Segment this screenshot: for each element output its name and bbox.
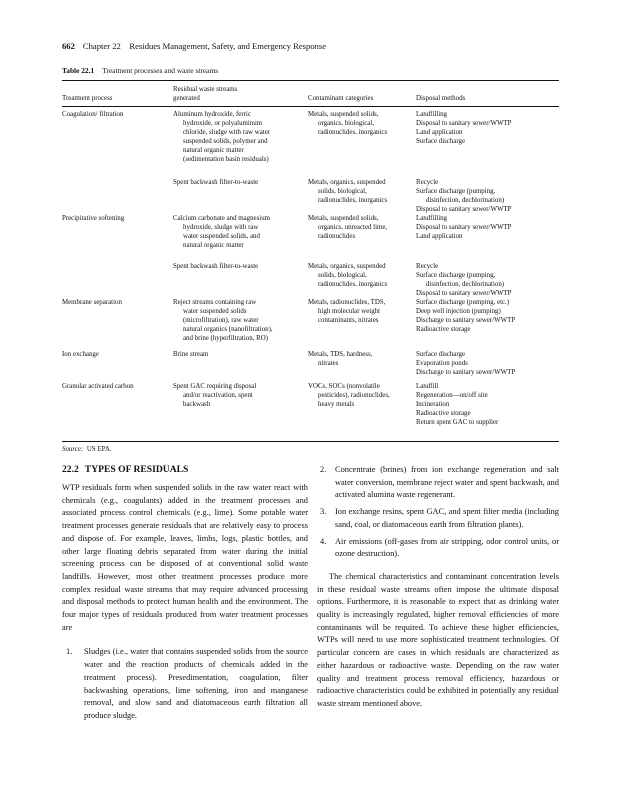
- table-cell-line: Disposal to sanitary sewer/WWTP: [416, 120, 512, 127]
- table-cell-waste: [173, 262, 305, 271]
- table-bottom-rule: [62, 441, 559, 442]
- list-item-text: Ion exchange resins, spent GAC, and spent filter media (including sand, coal, or diatomaceous earth from filtration plants).: [335, 507, 559, 529]
- table-cell-line: high molecular weight: [318, 308, 380, 315]
- table-cell-line: Radioactive storage: [416, 326, 471, 333]
- table-cell-line: nitrates: [318, 360, 339, 367]
- list-item-number: 4.: [320, 536, 327, 546]
- residual-types-list-part2: [317, 464, 559, 561]
- running-title: Chapter 22 Residues Management, Safety, and Emergency Response: [82, 41, 327, 51]
- table-cell-disposal: [416, 262, 559, 298]
- table-cell-process: [62, 214, 170, 223]
- table-cell-contaminant: [308, 214, 414, 241]
- table-cell-line: contaminants, nitrates: [318, 317, 379, 324]
- table-cell-line: natural organics (nanofiltration),: [183, 326, 273, 333]
- table-cell-line: chloride, sludge with raw water: [183, 129, 271, 136]
- residual-types-list-part1: [62, 646, 308, 722]
- table-cell-line: and brine (hyperfiltration, RO): [183, 335, 268, 342]
- table-cell-line: Landfilling: [416, 111, 448, 118]
- table-cell-line: Surface discharge (pumping,: [416, 272, 496, 279]
- table-cell-line: Spent backwash filter-to-waste: [173, 179, 259, 186]
- table-cell-line: solids, biological,: [318, 188, 367, 195]
- list-item-text: Concentrate (brines) from ion exchange regeneration and salt water conversion, membrane reject water and spent backwash, and activated alumina waste regenerant.: [335, 465, 559, 500]
- table-cell-disposal: [416, 382, 559, 427]
- table-cell-line: natural organic matter: [183, 242, 244, 249]
- table-cell-line: Precipitative softening: [62, 215, 125, 222]
- table-cell-waste: [173, 350, 305, 359]
- source-label: Source:: [62, 446, 84, 453]
- table-cell-line: Membrane separation: [62, 299, 122, 306]
- table-cell-line: Disposal to sanitary sewer/WWTP: [416, 224, 512, 231]
- table-cell-line: Metals, organics, suspended: [308, 263, 386, 270]
- header-treatment-process: Treatment process: [62, 95, 113, 102]
- list-item-text: Air emissions (off-gases from air stripping, odor control units, or ozone destruction).: [335, 536, 559, 559]
- table-cell-disposal: [416, 298, 559, 334]
- table-cell-line: VOCs, SOCs (nonvolatile: [308, 383, 380, 390]
- table-cell-line: Reject streams containing raw: [173, 299, 257, 306]
- table-cell-line: suspended solids, polymer and: [183, 138, 268, 145]
- left-column: [62, 464, 308, 727]
- table-cell-line: Return spent GAC to supplier: [416, 419, 499, 426]
- table-cell-line: Metals, organics, suspended: [308, 179, 386, 186]
- table-cell-process: [62, 350, 170, 359]
- table-cell-line: disinfection, dechlorination): [426, 197, 505, 204]
- list-item: [317, 536, 559, 561]
- table-cell-waste: [173, 298, 305, 343]
- table-cell-line: Discharge to sanitary sewer/WWTP: [416, 317, 516, 324]
- table-cell-line: Landfill: [416, 383, 439, 390]
- table-cell-line: Metals, suspended solids,: [308, 215, 379, 222]
- table-cell-line: Landfilling: [416, 215, 448, 222]
- table-caption: [62, 66, 218, 75]
- table-cell-line: Coagulation/ filtration: [62, 111, 124, 118]
- intro-paragraph: WTP residuals form when suspended solids in the raw water react with chemicals (e.g., coagulants) added in the treatment processes and associated process control chemicals (e.g., lime). Some potable water treatment processes generate residuals that are relatively easy to process and dispose of. For example, leaves, limbs, logs, plastic bottles, and other large floating debris separated from water during the initial screening process can be disposed of at conventional solid waste landfills. However, most other treatment processes produce more complex residual waste streams that may require advanced processing and disposal methods to protect human health and the environment. The four major types of residuals produced from water treatment processes are: [62, 483, 308, 632]
- table-cell-disposal: [416, 110, 559, 146]
- table-cell-line: Regeneration—on/off site: [416, 392, 488, 399]
- table-cell-waste: [173, 382, 305, 409]
- table-cell-line: Land application: [416, 129, 463, 136]
- table-cell-waste: [173, 214, 305, 250]
- list-item-number: 1.: [66, 647, 73, 657]
- page-number: 662: [62, 41, 75, 51]
- table-cell-line: Metals, radionuclides, TDS,: [308, 299, 386, 306]
- table-header-rule: [62, 106, 559, 107]
- closing-paragraph: The chemical characteristics and contaminant concentration levels in these residual waste streams often impose the ultimate disposal options. Furthermore, it is reasonable to expect that as drinking water quality is increasingly regulated, higher removal efficiencies of more contaminants will be required. To achieve these higher efficiencies, WTPs will need to use more sophisticated treatment technologies. Of particular concern are cases in which residuals are characterized as either hazardous or radioactive waste. Depending on the raw water quality and treatment process removal efficiency, hazardous or radioactive characteristics could be exhibited in potentially any residual waste stream mentioned above.: [317, 571, 559, 708]
- header-waste-line: generated: [173, 95, 200, 102]
- table-cell-contaminant: [308, 178, 414, 205]
- table-cell-line: Surface discharge: [416, 138, 466, 145]
- table-cell-line: heavy metals: [318, 401, 355, 408]
- header-contaminant-categories: Contaminant categories: [308, 95, 374, 102]
- table-cell-disposal: [416, 178, 559, 214]
- table-cell-waste: [173, 178, 305, 187]
- table-cell-contaminant: [308, 110, 414, 137]
- table-cell-line: Aluminum hydroxide, ferric: [173, 111, 251, 118]
- list-item-text: Sludges (i.e., water that contains suspended solids from the source water and the reaction products of chemicals added in the treatment process). Presedimentation, coagulation, filter backwashing operations, lime softening, iron and manganese removal, and slow sand and diatomaceous earth filtration all produce sludge.: [84, 647, 308, 720]
- header-waste-streams: [173, 85, 305, 103]
- table-cell-line: radionuclides: [318, 233, 356, 240]
- table-cell-disposal: [416, 350, 559, 377]
- table-cell-line: disinfection, dechlorination): [426, 281, 505, 288]
- table-cell-line: Recycle: [416, 179, 439, 186]
- table-cell-line: water suspended solids: [183, 308, 247, 315]
- table-cell-line: organics, biological,: [318, 120, 374, 127]
- table-cell-contaminant: [308, 382, 414, 409]
- table-cell-line: hydroxide, or polyaluminum: [183, 120, 263, 127]
- table-cell-line: and/or reactivation, spent: [183, 392, 253, 399]
- table-cell-line: Disposal to sanitary sewer/WWTP: [416, 206, 512, 213]
- table-cell-line: pesticides), radionuclides,: [318, 392, 390, 399]
- section-number: 22.2: [62, 464, 79, 475]
- list-item: [63, 646, 308, 722]
- table-cell-line: Discharge to sanitary sewer/WWTP: [416, 369, 516, 376]
- table-label: Table 22.1: [62, 66, 95, 75]
- table-cell-line: Incineration: [416, 401, 450, 408]
- table-cell-line: backwash: [183, 401, 211, 408]
- section-heading: [62, 464, 308, 476]
- table-cell-line: Brine stream: [173, 351, 209, 358]
- table-cell-process: [62, 382, 170, 391]
- table-cell-line: solids, biological,: [318, 272, 367, 279]
- table-cell-line: Metals, suspended solids,: [308, 111, 379, 118]
- table-cell-process: [62, 298, 170, 307]
- table-cell-line: (microfiltration), raw water: [183, 317, 259, 324]
- table-top-rule: [62, 80, 559, 81]
- table-cell-line: Deep well injection (pumping): [416, 308, 501, 315]
- table-cell-line: Recycle: [416, 263, 439, 270]
- table-cell-line: Disposal to sanitary sewer/WWTP: [416, 290, 512, 297]
- table-cell-process: [62, 110, 170, 119]
- table-cell-contaminant: [308, 298, 414, 325]
- table-cell-line: Metals, TDS, hardness,: [308, 351, 373, 358]
- table-cell-contaminant: [308, 350, 414, 368]
- section-title: TYPES OF RESIDUALS: [84, 464, 189, 475]
- table-cell-line: natural organic matter: [183, 147, 244, 154]
- table-cell-line: Radioactive storage: [416, 410, 471, 417]
- table-source: [62, 446, 112, 453]
- table-cell-line: (sedimentation basin residuals): [183, 156, 269, 163]
- table-cell-contaminant: [308, 262, 414, 289]
- table-cell-line: Granular activated carbon: [62, 383, 134, 390]
- header-waste-line: Residual waste streams: [173, 86, 238, 93]
- table-cell-line: Spent GAC requiring disposal: [173, 383, 257, 390]
- running-header: [62, 41, 326, 51]
- list-item-number: 3.: [320, 507, 327, 517]
- table-cell-line: Surface discharge: [416, 351, 466, 358]
- table-cell-line: Surface discharge (pumping,: [416, 188, 496, 195]
- table-cell-line: radionuclides, inorganics: [318, 197, 388, 204]
- table-cell-line: Calcium carbonate and magnesium: [173, 215, 271, 222]
- table-cell-line: Evaporation ponds: [416, 360, 468, 367]
- table-cell-waste: [173, 110, 305, 164]
- right-column: [317, 464, 559, 711]
- table-cell-line: organics, unreacted lime,: [318, 224, 388, 231]
- table-cell-line: Spent backwash filter-to-waste: [173, 263, 259, 270]
- table-cell-line: water suspended solids, and: [183, 233, 260, 240]
- list-item-number: 2.: [320, 465, 327, 474]
- list-item: [317, 464, 559, 502]
- header-disposal-methods: Disposal methods: [416, 95, 466, 102]
- table-cell-line: hydroxide, sludge with raw: [183, 224, 259, 231]
- table-caption-text: Treatment processes and waste streams: [102, 66, 219, 75]
- table-cell-line: radionuclides, inorganics: [318, 129, 388, 136]
- table-cell-line: radionuclides, inorganics: [318, 281, 388, 288]
- source-text: US EPA.: [86, 446, 112, 453]
- table-cell-line: Land application: [416, 233, 463, 240]
- table-cell-line: Ion exchange: [62, 351, 99, 358]
- list-item: [317, 506, 559, 531]
- table-cell-line: Surface discharge (pumping, etc.): [416, 299, 510, 306]
- table-cell-disposal: [416, 214, 559, 241]
